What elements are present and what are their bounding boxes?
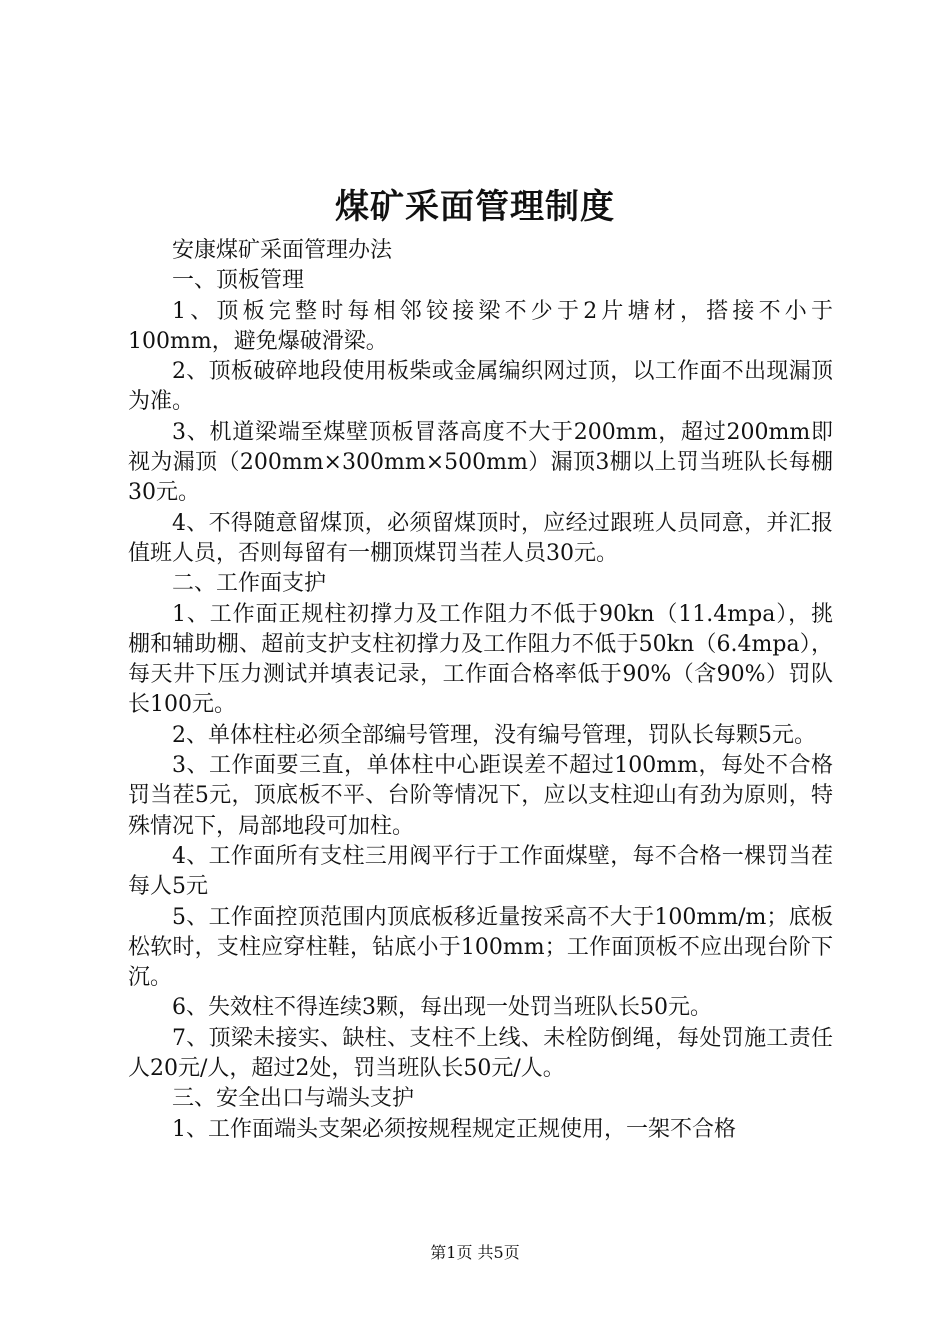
paragraph: 1、工作面正规柱初撑力及工作阻力不低于90kn（11.4mpa），挑棚和辅助棚、超前支护支柱初撑力及工作阻力不低于50kn（6.4mpa），每天井下压力测试并填表记录，工作面合格率低于90%（含90%）罚队长100元。 [128,601,833,718]
paragraph: 1、顶板完整时每相邻铰接梁不少于2片塘材，搭接不小于100mm，避免爆破滑梁。 [128,298,833,354]
paragraph: 3、工作面要三直，单体柱中心距误差不超过100mm，每处不合格罚当茬5元，顶底板不平、台阶等情况下，应以支柱迎山有劲为原则，特殊情况下，局部地段可加柱。 [128,753,833,839]
page-footer: 第1页 共5页 [430,1243,520,1262]
paragraph: 4、不得随意留煤顶，必须留煤顶时，应经过跟班人员同意，并汇报值班人员，否则每留有一棚顶煤罚当茬人员30元。 [128,510,833,566]
document-title: 煤矿采面管理制度 [335,187,615,227]
paragraph: 2、单体柱柱必须全部编号管理，没有编号管理，罚队长每颗5元。 [172,722,816,748]
paragraph: 3、机道梁端至煤壁顶板冒落高度不大于200mm，超过200mm即视为漏顶（200mm×300mm×500mm）漏顶3棚以上罚当班队长每棚30元。 [128,419,833,506]
paragraph: 4、工作面所有支柱三用阀平行于工作面煤壁，每不合格一棵罚当茬每人5元 [128,843,833,900]
section-heading-roof: 一、顶板管理 [172,268,305,294]
section-heading-exit: 三、安全出口与端头支护 [172,1086,415,1112]
paragraph: 6、失效柱不得连续3颗，每出现一处罚当班队长50元。 [172,995,712,1021]
section-heading-support: 二、工作面支护 [172,571,327,597]
paragraph: 5、工作面控顶范围内顶底板移近量按采高不大于100mm/m；底板松软时，支柱应穿柱鞋，钻底小于100mm；工作面顶板不应出现台阶下沉。 [128,904,833,991]
paragraph: 2、顶板破碎地段使用板柴或金属编织网过顶，以工作面不出现漏顶为准。 [128,359,833,415]
document-body [128,236,833,1145]
paragraph: 1、工作面端头支架必须按规程规定正规使用，一架不合格 [172,1116,736,1142]
paragraph: 7、顶梁未接实、缺柱、支柱不上线、未栓防倒绳，每处罚施工责任人20元/人，超过2处，罚当班队长50元/人。 [128,1025,833,1082]
paragraph-subtitle: 安康煤矿采面管理办法 [172,238,393,263]
